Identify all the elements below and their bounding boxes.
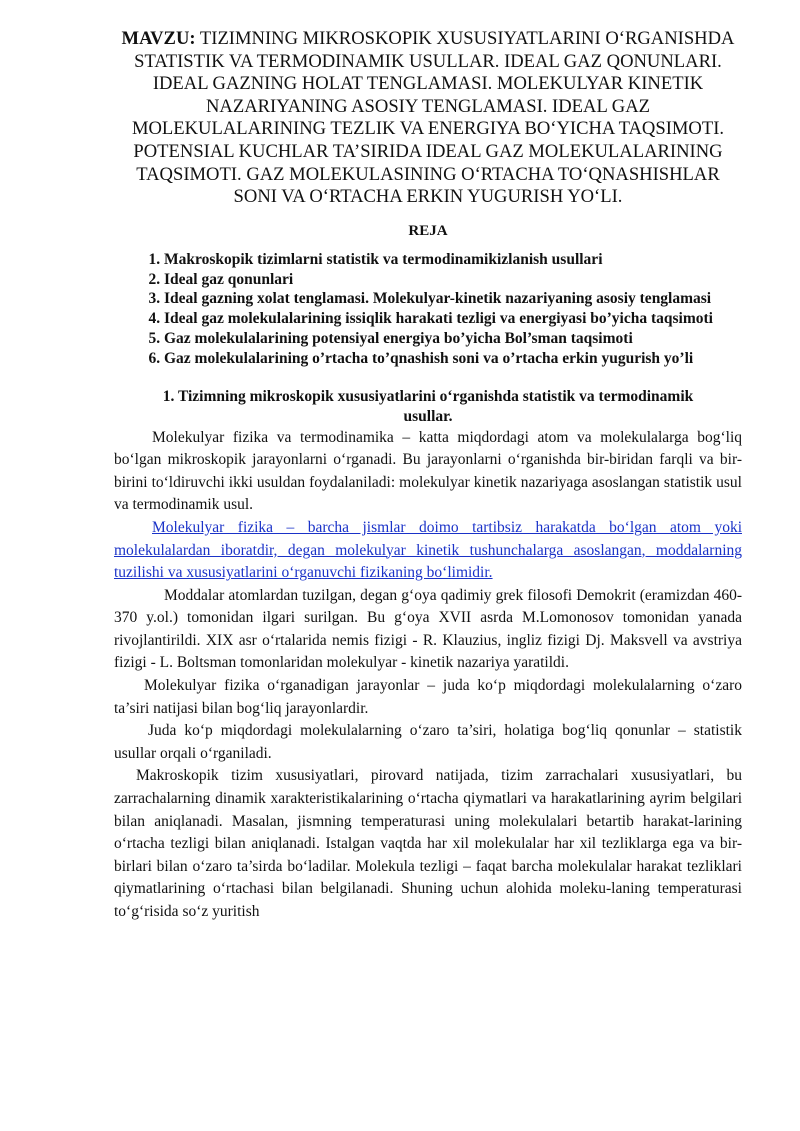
plan-item: 5. Gaz molekulalarining potensiyal energiya bo’yicha Bol’sman taqsimoti	[164, 329, 742, 349]
plan-item: 3. Ideal gazning xolat tenglamasi. Molekulyar-kinetik nazariyaning asosiy tenglamasi	[164, 289, 742, 309]
plan-item: 2. Ideal gaz qonunlari	[164, 270, 742, 290]
plan-item: 6. Gaz molekulalarining o’rtacha to’qnashish soni va o’rtacha erkin yugurish yo’li	[164, 349, 742, 369]
paragraph: Molekulyar fizika o‘rganadigan jarayonlar – juda ko‘p miqdordagi molekulalarning o‘zaro ta’siri natijasi bilan bog‘liq jarayonlardir.	[114, 677, 742, 717]
paragraph: Molekulyar fizika va termodinamika – katta miqdordagi atom va molekulalarga bog‘liq bo‘lgan mikroskopik jarayonlarni o‘rganadi. Bu jarayonlarni o‘rganishda bir-biridan farqli va bir-birini to‘ldiruvchi ikki usuldan foydalaniladi: molekulyar kinetik nazariyaga asoslangan statistik usul va termodinamik usul.	[114, 428, 742, 514]
plan-list	[114, 250, 742, 369]
section-heading: 1. Tizimning mikroskopik xususiyatlarini o‘rganishda statistik va termodinamik usullar.	[162, 387, 694, 425]
topic-label: MAVZU:	[121, 28, 196, 49]
paragraph: Makroskopik tizim xususiyatlari, pirovard natijada, tizim zarrachalari xususiyatlari, bu zarrachalarning dinamik xarakteristikalarining o‘rtacha qiymatlari va harakatlarining ayrim belgilari bilan aniqlanadi. Masalan, jismning temperaturasi uning molekulalari betartib harakat-larining o‘rtacha tezligi bilan aniqlanadi. Istalgan vaqtda har xil molekulalar har xil tezliklarga ega va bir-birlari bilan o‘zaro ta’sirda bo‘ladilar. Molekula tezligi – faqat barcha molekulalar harakat tezliklari qiymatlarining o‘rtachasi bilan belgilanadi. Shuning uchun alohida moleku-laning temperaturasi to‘g‘risida so‘z yuritish	[114, 767, 742, 920]
topic-title	[114, 28, 742, 209]
paragraph: Juda ko‘p miqdordagi molekulalarning o‘zaro ta’siri, holatiga bog‘liq qonunlar – statistik usullar orqali o‘rganiladi.	[114, 722, 742, 762]
topic-text: TIZIMNING MIKROSKOPIK XUSUSIYATLARINI O‘RGANISHDA STATISTIK VA TERMODINAMIK USULLAR. IDEAL GAZ QONUNLARI. IDEAL GAZNING HOLAT TENGLAMASI. MOLEKULYAR KINETIK NAZARIYANING ASOSIY TENGLAMASI. IDEAL GAZ MOLEKULALARINING TEZLIK VA ENERGIYA BO‘YICHA TAQSIMOTI. POTENSIAL KUCHLAR TA’SIRIDA IDEAL GAZ MOLEKULALARINING TAQSIMOTI. GAZ MOLEKULASINING O‘RTACHA TO‘QNASHISHLAR SONI VA O‘RTACHA ERKIN YUGURISH YO‘LI.	[131, 28, 735, 208]
plan-item: 1. Makroskopik tizimlarni statistik va termodinamikizlanish usullari	[164, 250, 742, 270]
document-page	[114, 28, 742, 924]
plan-heading: REJA	[408, 222, 448, 239]
definition-link[interactable]: Molekulyar fizika – barcha jismlar doimo tartibsiz harakatda bo‘lgan atom yoki molekulalardan iboratdir, degan molekulyar kinetik tushunchalarga asoslangan, moddalarning tuzilishi va xususiyatlarini o‘rganuvchi fizikaning bo‘limidir.	[114, 518, 742, 582]
plan-item: 4. Ideal gaz molekulalarining issiqlik harakati tezligi va energiyasi bo’yicha taqsimoti	[164, 309, 742, 329]
paragraph: Moddalar atomlardan tuzilgan, degan g‘oya qadimiy grek filosofi Demokrit (eramizdan 460-370 y.ol.) tomonidan ilgari surilgan. Bu g‘oya XVII asrda M.Lomonosov tomonidan yanada rivojlantirildi. XIX asr o‘rtalarida nemis fizigi - R. Klauzius, ingliz fizigi Dj. Maksvell va avstriya fizigi - L. Boltsman tomonlaridan molekulyar - kinetik nazariya yaratildi.	[114, 586, 742, 672]
